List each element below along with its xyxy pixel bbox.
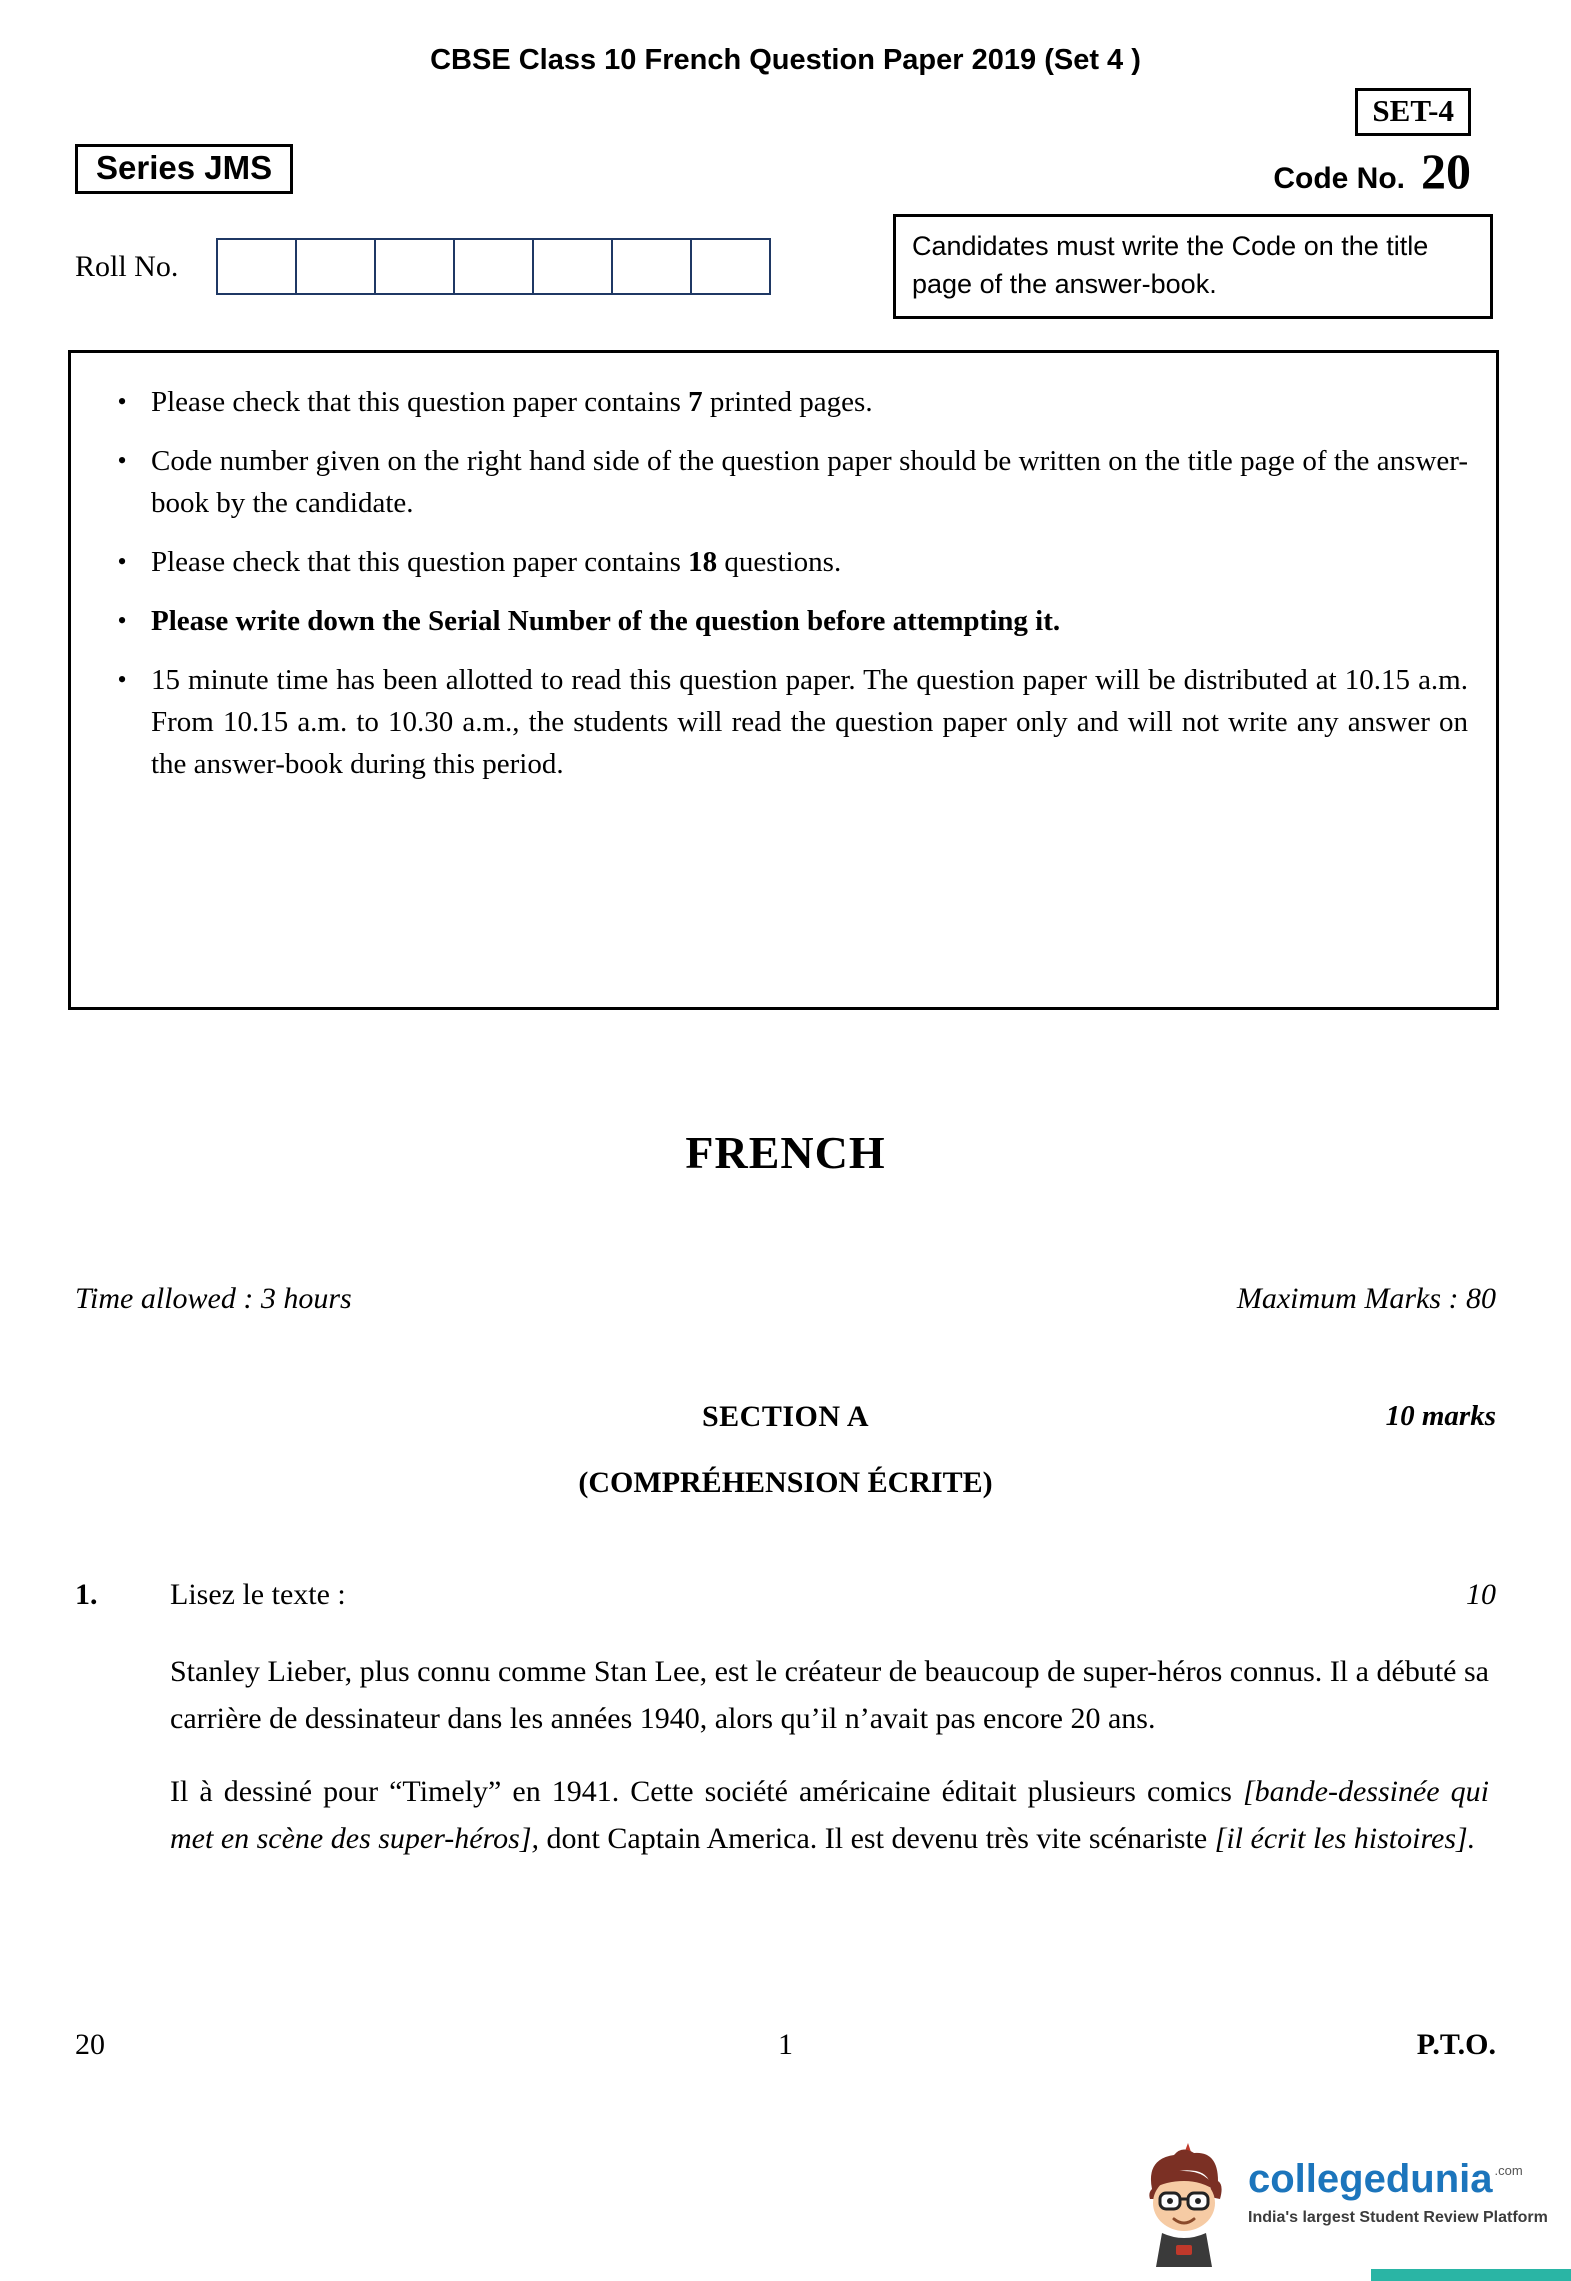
- question-1-header: [75, 1578, 1496, 1612]
- collegedunia-tagline: India's largest Student Review Platform: [1248, 2209, 1548, 2226]
- footer-page-number: 1: [778, 2028, 793, 2061]
- question-1-number: 1.: [75, 1578, 98, 1611]
- maximum-marks: Maximum Marks : 80: [1236, 1282, 1496, 1315]
- section-a-subtitle: (COMPRÉHENSION ÉCRITE): [578, 1466, 993, 1499]
- instruction-item: [93, 659, 1474, 785]
- bullet-icon: •: [117, 387, 127, 416]
- code-number: [1273, 142, 1471, 200]
- instruction-text: Code number given on the right hand side of the question paper should be written on the title page of the answer-book by the candidate.: [151, 445, 1468, 519]
- roll-no-cell: [532, 238, 613, 295]
- section-a-title: SECTION A: [701, 1400, 870, 1433]
- section-a-row: [0, 1400, 1571, 1434]
- time-allowed: Time allowed : 3 hours: [75, 1282, 352, 1315]
- instruction-text: 15 minute time has been allotted to read this question paper. The question paper will be distributed at 10.15 a.m. From 10.15 a.m. to 10.30 a.m., the students will read the question paper only and will not write any answer on the answer-book during this period.: [151, 664, 1468, 780]
- roll-number-row: [75, 238, 771, 295]
- time-marks-row: [75, 1282, 1496, 1316]
- question-1-marks: 10: [1466, 1578, 1496, 1611]
- collegedunia-logo-text: collegedunia: [1248, 2157, 1493, 2201]
- instruction-text: Please write down the Serial Number of the question before attempting it.: [151, 605, 1061, 637]
- series-box: Series JMS: [75, 144, 293, 194]
- instructions-box: [68, 350, 1499, 1010]
- roll-no-cell: [690, 238, 771, 295]
- footer-pto: P.T.O.: [1416, 2028, 1496, 2061]
- code-label: Code No.: [1273, 162, 1405, 195]
- instruction-text: Please check that this question paper contains 18 questions.: [151, 546, 842, 578]
- passage-paragraph: Il à dessiné pour “Timely” en 1941. Cette société américaine éditait plusieurs comics [bande-dessinée qui met en scène des super-héros], dont Captain America. Il est devenu très vite scénariste [il écrit les histoires].: [170, 1775, 1489, 1855]
- page-title: CBSE Class 10 French Question Paper 2019 (Set 4 ): [430, 44, 1141, 76]
- code-value: 20: [1421, 143, 1471, 199]
- candidates-note: Candidates must write the Code on the title page of the answer-book.: [893, 214, 1493, 319]
- passage-paragraph: Stanley Lieber, plus connu comme Stan Lee, est le créateur de beaucoup de super-héros connus. Il a débuté sa carrière de dessinateur dans les années 1940, alors qu’il n’avait pas encore 20 ans.: [170, 1655, 1489, 1735]
- bullet-icon: •: [117, 547, 127, 576]
- instruction-item: [93, 541, 1474, 583]
- bullet-icon: •: [117, 665, 127, 694]
- question-1-passage: [170, 1648, 1489, 1888]
- question-1-prompt: Lisez le texte :: [170, 1578, 346, 1611]
- set-badge: SET-4: [1355, 88, 1471, 136]
- roll-no-cell: [216, 238, 297, 295]
- bullet-icon: •: [117, 446, 127, 475]
- instruction-item: [93, 440, 1474, 524]
- page-footer: [75, 2028, 1496, 2062]
- collegedunia-logo: [1248, 2159, 1548, 2227]
- roll-no-label: Roll No.: [75, 249, 179, 283]
- roll-no-cell: [295, 238, 376, 295]
- roll-no-cell: [374, 238, 455, 295]
- instruction-item: [93, 600, 1474, 642]
- collegedunia-mascot-icon: [1132, 2141, 1234, 2269]
- instruction-item: [93, 381, 1474, 423]
- bullet-icon: •: [117, 606, 127, 635]
- subject-title: FRENCH: [685, 1127, 886, 1178]
- roll-no-cell: [611, 238, 692, 295]
- instruction-text: Please check that this question paper contains 7 printed pages.: [151, 386, 873, 418]
- section-a-marks: 10 marks: [1385, 1400, 1496, 1432]
- roll-number-boxes: [216, 238, 771, 295]
- collegedunia-watermark: [1126, 2133, 1571, 2281]
- footer-code: 20: [75, 2028, 105, 2061]
- roll-no-cell: [453, 238, 534, 295]
- collegedunia-logo-suffix: .com: [1494, 2163, 1523, 2178]
- teal-accent-bar: [1371, 2269, 1571, 2281]
